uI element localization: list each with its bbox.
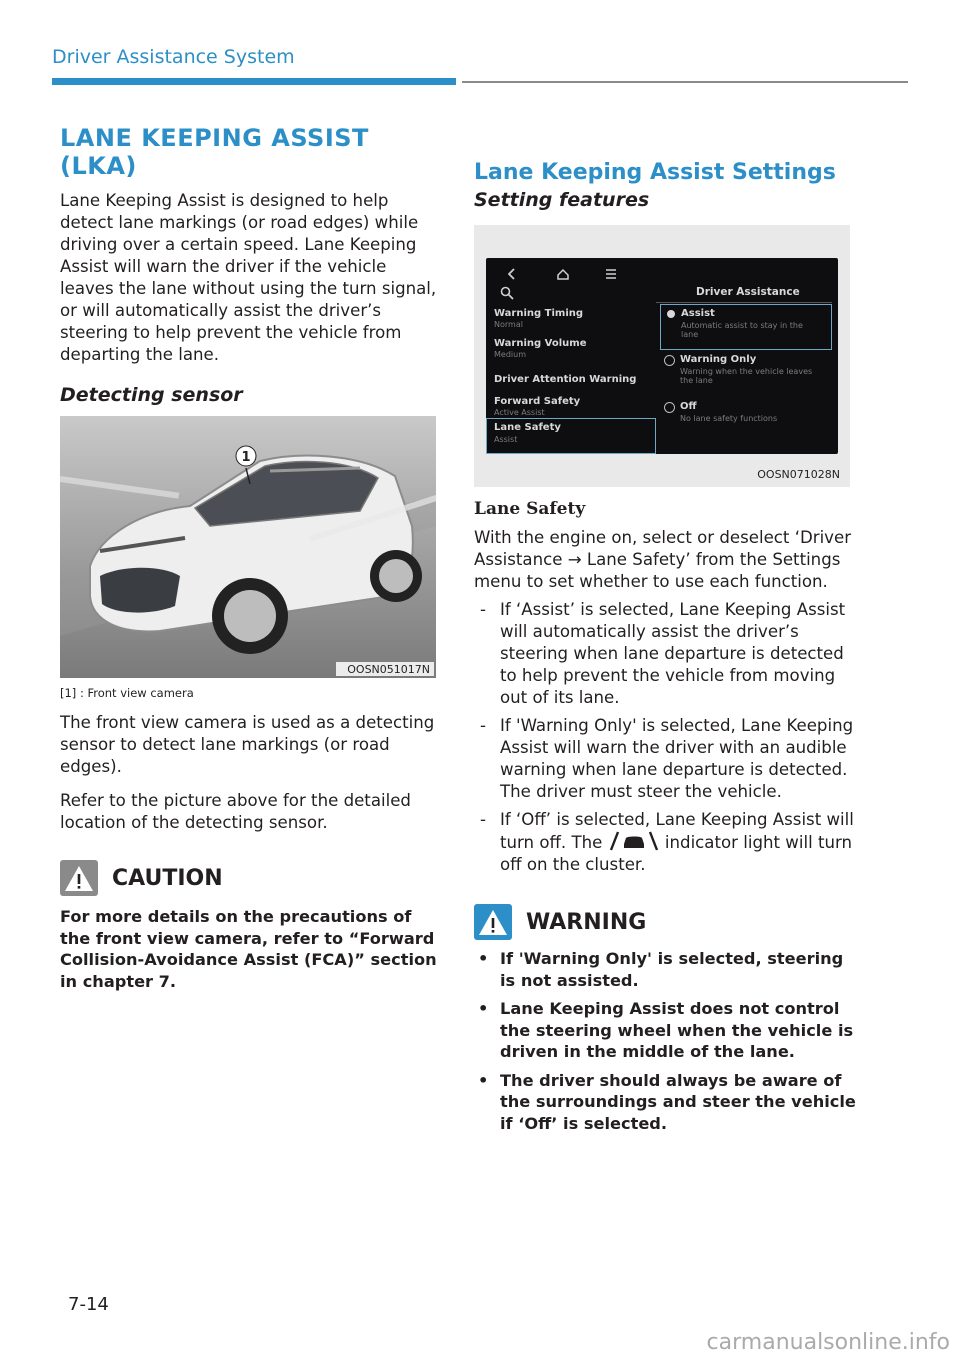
lka-indicator-icon (608, 831, 660, 851)
settings-screen (486, 258, 838, 454)
header-rule-accent (52, 78, 456, 85)
camera-callout: 1 (241, 450, 251, 465)
option-assist[interactable]: Assist Automatic assist to stay in the lane (660, 304, 832, 350)
home-icon (558, 270, 568, 279)
screen-figure-code: OOSN071028N (757, 468, 840, 481)
warning-list (474, 948, 856, 1134)
caution-icon (60, 860, 98, 896)
search-icon (500, 286, 514, 300)
option-warning-only[interactable]: Warning Only (680, 354, 757, 365)
warning-title: WARNING (526, 909, 647, 935)
setting-features-heading: Setting features (474, 189, 650, 211)
radio-assist-selected (667, 310, 675, 318)
radio-off[interactable] (664, 402, 675, 413)
warning-item: • If 'Warning Only' is selected, steering is not assisted. (474, 948, 856, 991)
sensor-para-1: The front view camera is used as a detecting sensor to detect lane markings (or road edges). (60, 713, 435, 776)
settings-screen-figure (474, 225, 850, 487)
warning-heading (474, 904, 856, 940)
menu-driver-attention[interactable]: Driver Attention Warning (494, 374, 637, 385)
radio-warning-only[interactable] (664, 355, 675, 366)
option-off-desc: No lane safety functions (680, 414, 778, 423)
sensor-para-2: Refer to the picture above for the detailed location of the detecting sensor. (60, 791, 411, 832)
menu-icon (606, 270, 616, 278)
section-title: Driver Assistance System (52, 46, 295, 68)
sensor-figure-code: OOSN051017N (347, 663, 430, 676)
lka-intro: Lane Keeping Assist is designed to help detect lane markings (or road edges) while driving over a certain speed. Lane Keeping Assist will warn the driver if the vehicle leaves the lane without using the turn signal, or will automatically assist the driver’s steering to help prevent the vehicle from departing the lane. (60, 191, 437, 364)
watermark: carmanualsonline.info (706, 1330, 950, 1355)
left-column (60, 124, 440, 992)
warning-icon (474, 904, 512, 940)
list-item-off: - If ‘Off’ is selected, Lane Keeping Assist will turn off. The indicator light will turn off on the cluster. (474, 809, 856, 876)
list-item-assist: - If ‘Assist’ is selected, Lane Keeping Assist will automatically assist the driver’s steering when lane departure is detected to help prevent the vehicle from moving out of its lane. (474, 599, 856, 709)
right-column (474, 160, 856, 1141)
menu-warning-timing[interactable]: Warning Timing (494, 308, 584, 319)
menu-warning-timing-value: Normal (494, 320, 523, 329)
warning-item: • Lane Keeping Assist does not control the steering wheel when the vehicle is driven in the middle of the lane. (474, 998, 856, 1063)
menu-forward-safety[interactable]: Forward Safety (494, 396, 581, 407)
lane-safety-para: With the engine on, select or deselect ‘Driver Assistance → Lane Safety’ from the Settings menu to set whether to use each function. (474, 528, 852, 591)
screen-header: Driver Assistance (696, 286, 800, 298)
menu-warning-volume-value: Medium (494, 350, 526, 359)
menu-lane-safety[interactable]: Lane Safety Assist (486, 418, 656, 454)
menu-warning-volume[interactable]: Warning Volume (494, 338, 587, 349)
sensor-figure (60, 416, 436, 678)
page-number: 7-14 (68, 1294, 109, 1315)
header-rule (462, 81, 908, 83)
sensor-caption: [1] : Front view camera (60, 686, 194, 700)
option-off[interactable]: Off (680, 401, 697, 412)
menu-forward-safety-value: Active Assist (494, 408, 545, 417)
sensor-heading: Detecting sensor (60, 384, 243, 406)
lane-safety-options-list (474, 599, 856, 876)
caution-title: CAUTION (112, 865, 223, 891)
lane-safety-heading: Lane Safety (474, 499, 586, 519)
settings-heading: Lane Keeping Assist Settings (474, 160, 836, 185)
car-illustration (60, 416, 436, 678)
lka-heading: LANE KEEPING ASSIST (LKA) (60, 124, 369, 180)
list-item-warning-only: - If 'Warning Only' is selected, Lane Keeping Assist will warn the driver with an audible warning when lane departure is detected. The driver must steer the vehicle. (474, 715, 856, 803)
option-warning-only-desc: Warning when the vehicle leaves the lane (680, 367, 813, 385)
back-icon (509, 269, 514, 279)
caution-heading (60, 860, 440, 896)
caution-body: For more details on the precautions of the front view camera, refer to “Forward Collision-Avoidance Assist (FCA)” section in chapter 7. (60, 907, 437, 991)
warning-item: • The driver should always be aware of the surroundings and steer the vehicle if ‘Off’ is selected. (474, 1070, 856, 1135)
